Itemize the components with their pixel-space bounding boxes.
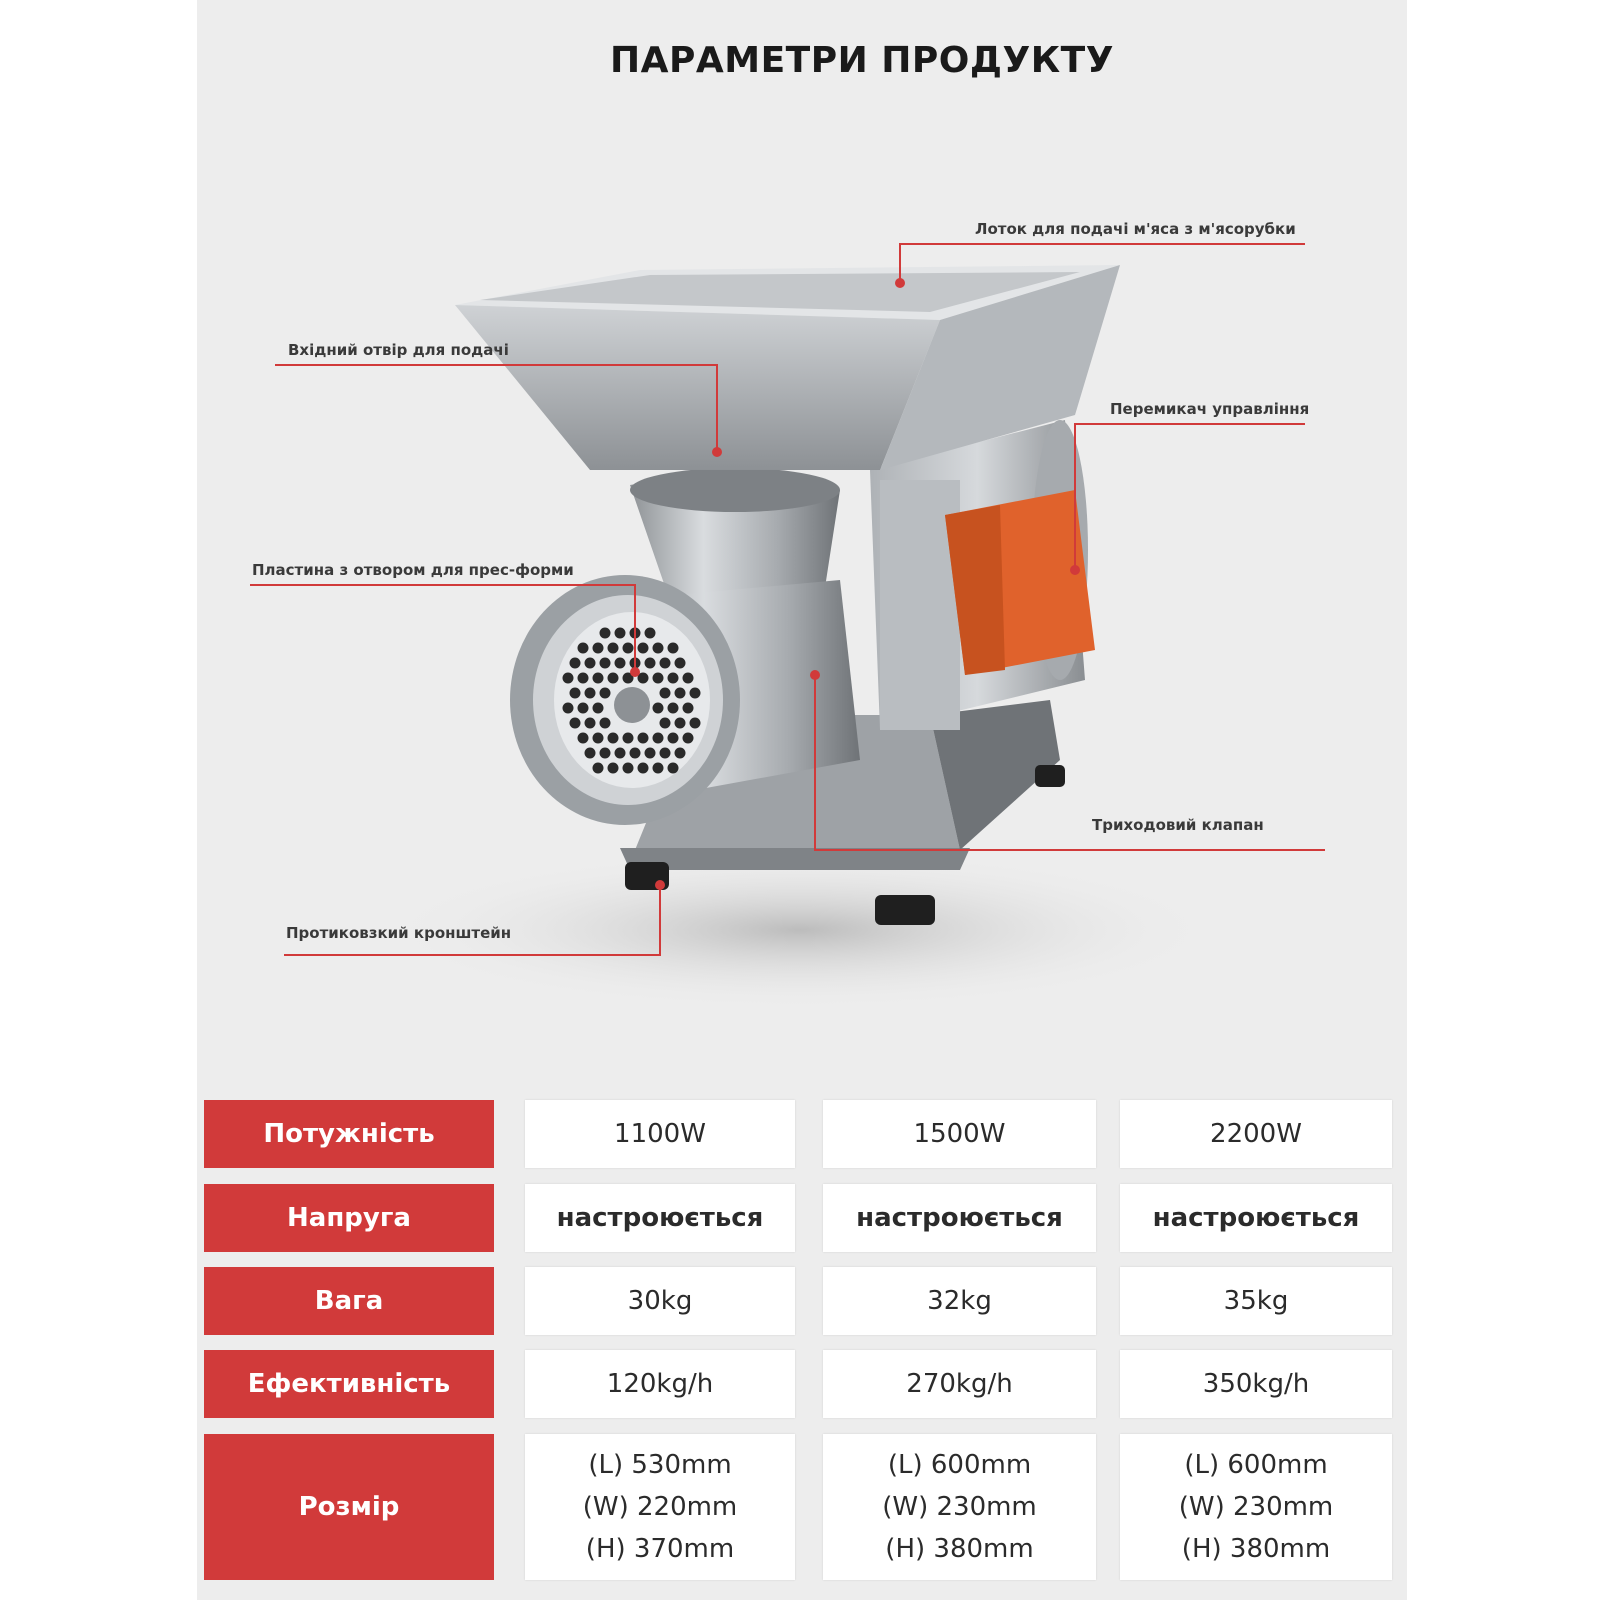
die-hole [690, 688, 701, 699]
spec-size-3 [1120, 1434, 1392, 1580]
callout-switch: Перемикач управління [1110, 400, 1310, 418]
die-hole [585, 658, 596, 669]
die-hole [638, 763, 649, 774]
size-height: (H) 370mm [585, 1534, 735, 1564]
die-hole [563, 703, 574, 714]
spec-efficiency-1: 120kg/h [525, 1350, 795, 1418]
callout-tray: Лоток для подачі м'яса з м'ясорубки [975, 220, 1296, 238]
die-hole [593, 643, 604, 654]
die-hole [668, 763, 679, 774]
die-hole [645, 658, 656, 669]
die-hole [608, 673, 619, 684]
callout-valve: Триходовий клапан [1092, 816, 1264, 834]
die-hole [623, 733, 634, 744]
size-length: (L) 600mm [1184, 1450, 1328, 1480]
spec-weight-3: 35kg [1120, 1267, 1392, 1335]
die-hole [623, 763, 634, 774]
die-hole [653, 703, 664, 714]
size-width: (W) 230mm [882, 1492, 1037, 1522]
size-height: (H) 380mm [1181, 1534, 1331, 1564]
callout-plate: Пластина з отвором для прес-форми [252, 561, 574, 579]
spec-label-weight: Вага [204, 1267, 494, 1335]
die-hole [578, 643, 589, 654]
spec-label-power: Потужність [204, 1100, 494, 1168]
callout-bracket: Протиковзкий кронштейн [286, 924, 512, 942]
die-hole [570, 718, 581, 729]
spec-weight-2: 32kg [823, 1267, 1096, 1335]
spec-weight-1: 30kg [525, 1267, 795, 1335]
spec-power-1: 1100W [525, 1100, 795, 1168]
size-length: (L) 530mm [588, 1450, 732, 1480]
die-hole [608, 763, 619, 774]
die-hole [690, 718, 701, 729]
spec-size-1 [525, 1434, 795, 1580]
die-hole [608, 643, 619, 654]
die-hole [675, 748, 686, 759]
die-hole [585, 748, 596, 759]
spec-size-2 [823, 1434, 1096, 1580]
die-hole [683, 733, 694, 744]
page-title: ПАРАМЕТРИ ПРОДУКТУ [610, 40, 1114, 81]
die-hole [675, 658, 686, 669]
die-hole [615, 658, 626, 669]
die-hole [600, 718, 611, 729]
size-width: (W) 220mm [582, 1492, 738, 1522]
die-hole [675, 718, 686, 729]
die-hole [600, 628, 611, 639]
die-center-hub [614, 687, 650, 723]
spec-voltage-1: настроюється [525, 1184, 795, 1252]
callout-inlet: Вхідний отвір для подачі [288, 341, 509, 359]
die-hole [608, 733, 619, 744]
die-hole [578, 733, 589, 744]
die-hole [615, 748, 626, 759]
die-hole [593, 673, 604, 684]
spec-efficiency-2: 270kg/h [823, 1350, 1096, 1418]
die-hole [645, 628, 656, 639]
die-hole [683, 673, 694, 684]
spec-power-2: 1500W [823, 1100, 1096, 1168]
die-hole [645, 748, 656, 759]
die-hole [668, 673, 679, 684]
die-hole [653, 643, 664, 654]
die-hole [593, 703, 604, 714]
die-hole [668, 643, 679, 654]
die-hole [683, 703, 694, 714]
spec-label-efficiency: Ефективність [204, 1350, 494, 1418]
die-hole [668, 703, 679, 714]
die-hole [660, 718, 671, 729]
die-hole [630, 748, 641, 759]
die-hole [638, 733, 649, 744]
spec-efficiency-3: 350kg/h [1120, 1350, 1392, 1418]
die-hole [653, 763, 664, 774]
die-hole [578, 673, 589, 684]
die-hole [570, 658, 581, 669]
die-hole [593, 763, 604, 774]
spec-power-3: 2200W [1120, 1100, 1392, 1168]
die-hole [600, 658, 611, 669]
size-height: (H) 380mm [885, 1534, 1034, 1564]
spec-label-size: Розмір [204, 1434, 494, 1580]
die-hole [585, 688, 596, 699]
die-hole [570, 688, 581, 699]
die-hole [668, 733, 679, 744]
spec-voltage-2: настроюється [823, 1184, 1096, 1252]
die-hole [585, 718, 596, 729]
die-hole [638, 643, 649, 654]
die-hole [615, 628, 626, 639]
spec-voltage-3: настроюється [1120, 1184, 1392, 1252]
die-hole [660, 748, 671, 759]
die-hole [653, 733, 664, 744]
die-hole [600, 688, 611, 699]
size-width: (W) 230mm [1178, 1492, 1334, 1522]
die-hole [675, 688, 686, 699]
size-length: (L) 600mm [887, 1450, 1032, 1480]
spec-label-voltage: Напруга [204, 1184, 494, 1252]
die-hole [660, 658, 671, 669]
die-hole [600, 748, 611, 759]
die-hole [623, 643, 634, 654]
control-switch-box [945, 490, 1095, 675]
die-hole [593, 733, 604, 744]
die-hole [660, 688, 671, 699]
die-hole [653, 673, 664, 684]
die-hole [563, 673, 574, 684]
die-hole [578, 703, 589, 714]
